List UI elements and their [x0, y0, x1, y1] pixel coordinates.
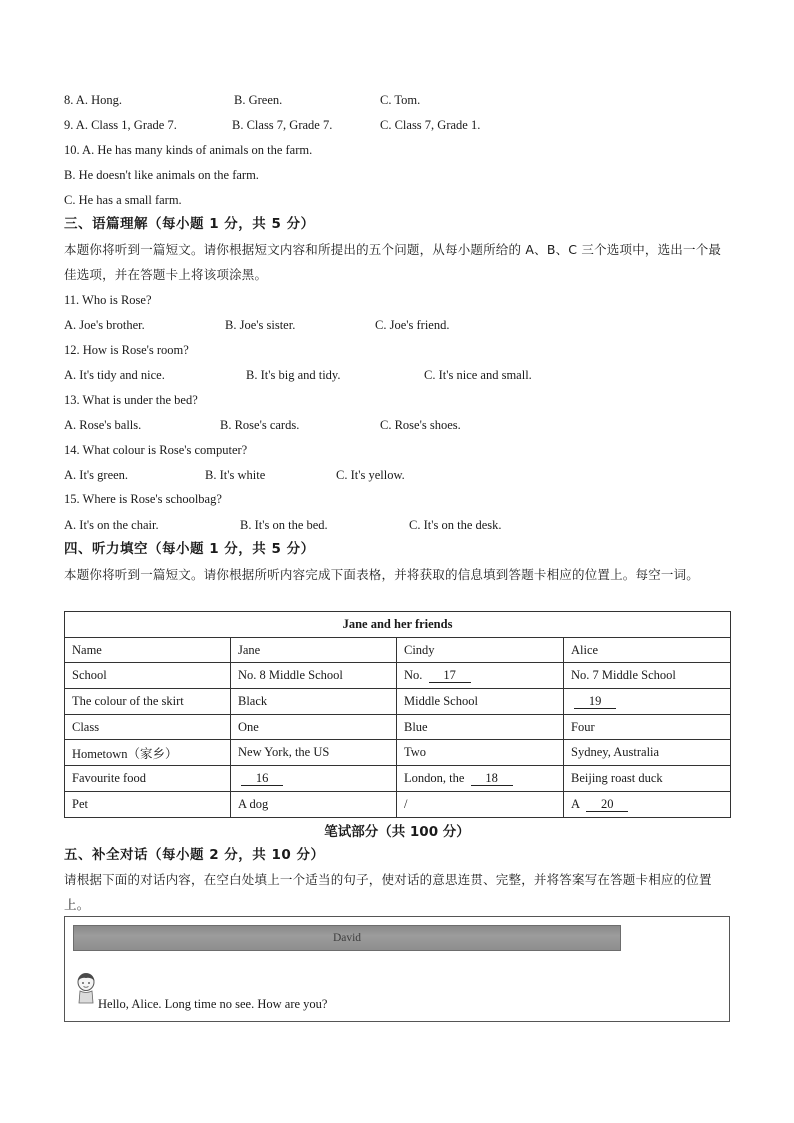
q14-option-b[interactable]: B. It's white [205, 468, 266, 482]
table-cell: / [397, 791, 564, 817]
table-cell: Hometown（家乡） [65, 740, 231, 766]
q9-option-b[interactable]: B. Class 7, Grade 7. [232, 118, 333, 132]
table-cell: No. 7 Middle School [564, 663, 731, 689]
q12-option-a[interactable]: A. It's tidy and nice. [64, 368, 165, 382]
table-cell: Cindy [397, 637, 564, 663]
table-cell: Middle School [397, 689, 564, 715]
table-cell: Two [397, 740, 564, 766]
table-cell: Alice [564, 637, 731, 663]
q9-option-a[interactable]: 9. A. Class 1, Grade 7. [64, 118, 177, 132]
q10-option-a[interactable]: 10. A. He has many kinds of animals on the farm. [64, 143, 313, 157]
dialogue-line-1: Hello, Alice. Long time no see. How are you? [98, 997, 328, 1011]
table-cell: Four [564, 714, 731, 740]
table-cell: The colour of the skirt [65, 689, 231, 715]
section3-instruction: 本题你将听到一篇短文。请你根据短文内容和所提出的五个问题，从每小题所给的 A、B、C 三个选项中，选出一个最佳选项，并在答题卡上将该项涂黑。 [64, 242, 722, 282]
q8-option-a[interactable]: 8. A. Hong. [64, 93, 122, 107]
table-cell: New York, the US [231, 740, 397, 766]
q15-option-b[interactable]: B. It's on the bed. [240, 518, 328, 532]
q15-text: 15. Where is Rose's schoolbag? [64, 492, 222, 506]
q13-option-c[interactable]: C. Rose's shoes. [380, 418, 461, 432]
table-cell: Class [65, 714, 231, 740]
table-cell [564, 689, 731, 715]
table-cell [564, 791, 731, 817]
q8-option-b[interactable]: B. Green. [234, 93, 283, 107]
blank-18[interactable]: 18 [471, 772, 513, 786]
q12-text: 12. How is Rose's room? [64, 343, 189, 357]
q11-text: 11. Who is Rose? [64, 293, 152, 307]
info-table [64, 611, 731, 818]
q13-option-b[interactable]: B. Rose's cards. [220, 418, 300, 432]
table-cell [397, 766, 564, 792]
blank-20[interactable]: 20 [586, 798, 628, 812]
speaker-name-bar: David [73, 925, 621, 951]
table-cell: A dog [231, 791, 397, 817]
blank-16[interactable]: 16 [241, 772, 283, 786]
writing-part-title: 笔试部分（共 100 分） [324, 824, 470, 840]
q13-text: 13. What is under the bed? [64, 393, 198, 407]
table-caption: Jane and her friends [65, 612, 731, 638]
table-caption-row [65, 612, 731, 638]
table-cell: Sydney, Australia [564, 740, 731, 766]
q13-option-a[interactable]: A. Rose's balls. [64, 418, 142, 432]
blank-17[interactable]: 17 [429, 669, 471, 683]
table-cell: One [231, 714, 397, 740]
table-cell: Blue [397, 714, 564, 740]
table-cell [397, 663, 564, 689]
q8-option-c[interactable]: C. Tom. [380, 93, 421, 107]
table-cell: Beijing roast duck [564, 766, 731, 792]
q12-option-b[interactable]: B. It's big and tidy. [246, 368, 341, 382]
table-cell [231, 766, 397, 792]
q11-option-c[interactable]: C. Joe's friend. [375, 318, 450, 332]
section4-instruction: 本题你将听到一篇短文。请你根据所听内容完成下面表格，并将获取的信息填到答题卡相应的位置上。每空一词。 [64, 567, 700, 582]
blank-19[interactable]: 19 [574, 695, 616, 709]
section5-instruction: 请根据下面的对话内容，在空白处填上一个适当的句子，使对话的意思连贯、完整，并将答案写在答题卡相应的位置上。 [64, 872, 712, 912]
q9-option-c[interactable]: C. Class 7, Grade 1. [380, 118, 481, 132]
q14-option-a[interactable]: A. It's green. [64, 468, 129, 482]
table-cell: No. 8 Middle School [231, 663, 397, 689]
q15-option-c[interactable]: C. It's on the desk. [409, 518, 502, 532]
table-cell: School [65, 663, 231, 689]
q11-option-a[interactable]: A. Joe's brother. [64, 318, 145, 332]
table-row [65, 689, 731, 715]
table-row [65, 766, 731, 792]
q10-option-c[interactable]: C. He has a small farm. [64, 193, 182, 207]
table-cell: Pet [65, 791, 231, 817]
dialogue-box [64, 916, 730, 1022]
boy-avatar-icon [75, 972, 97, 1004]
table-cell: Black [231, 689, 397, 715]
table-row [65, 663, 731, 689]
table-row [65, 740, 731, 766]
table-row [65, 637, 731, 663]
table-row [65, 714, 731, 740]
section4-heading: 四、听力填空（每小题 1 分，共 5 分） [64, 541, 315, 557]
table-row [65, 791, 731, 817]
q10-option-b[interactable]: B. He doesn't like animals on the farm. [64, 168, 259, 182]
q12-option-c[interactable]: C. It's nice and small. [424, 368, 532, 382]
table-cell: Name [65, 637, 231, 663]
table-cell: Favourite food [65, 766, 231, 792]
table-cell: Jane [231, 637, 397, 663]
cell-prefix: No. [404, 668, 423, 683]
cell-prefix: London, the [404, 770, 465, 785]
q15-option-a[interactable]: A. It's on the chair. [64, 518, 159, 532]
cell-prefix: A [571, 796, 581, 811]
q14-option-c[interactable]: C. It's yellow. [336, 468, 405, 482]
section5-heading: 五、补全对话（每小题 2 分，共 10 分） [64, 847, 325, 863]
section3-heading: 三、语篇理解（每小题 1 分，共 5 分） [64, 216, 315, 232]
q14-text: 14. What colour is Rose's computer? [64, 443, 248, 457]
q11-option-b[interactable]: B. Joe's sister. [225, 318, 296, 332]
